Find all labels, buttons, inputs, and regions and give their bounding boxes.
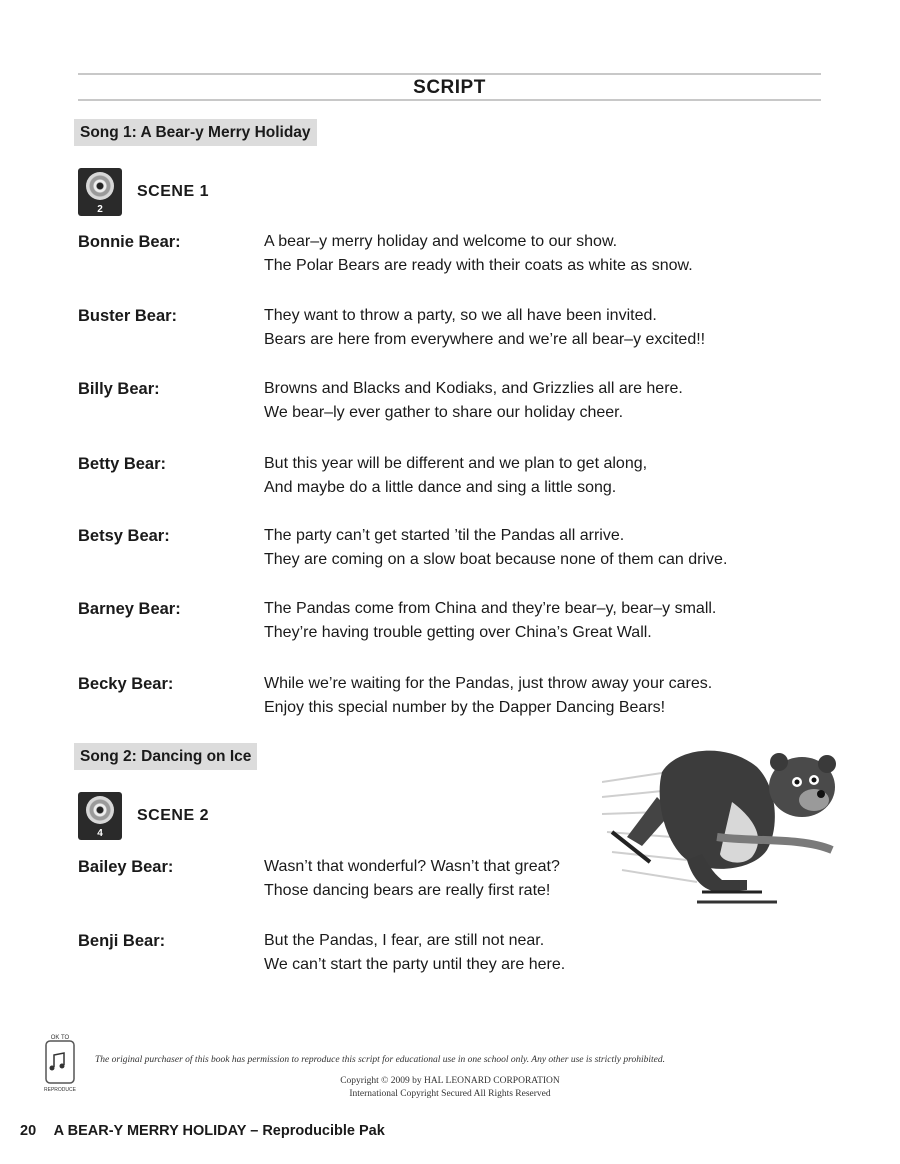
scene-1-label: SCENE 1 bbox=[137, 183, 209, 200]
dialogue-lines bbox=[264, 230, 693, 278]
dialogue-line: Enjoy this special number by the Dapper Dancing Bears! bbox=[264, 699, 666, 716]
dialogue-line: And maybe do a little dance and sing a little song. bbox=[264, 479, 617, 496]
dialogue-line: But the Pandas, I fear, are still not near. bbox=[264, 932, 545, 949]
dialogue-line: While we’re waiting for the Pandas, just throw away your cares. bbox=[264, 675, 713, 692]
dialogue-line: But this year will be different and we plan to get along, bbox=[264, 455, 648, 472]
cd-disc-icon bbox=[86, 796, 114, 824]
title-rule-top bbox=[78, 73, 821, 75]
dialogue-line: Bears are here from everywhere and we’re all bear–y excited!! bbox=[264, 331, 706, 348]
dialogue-line: They are coming on a slow boat because none of them can drive. bbox=[264, 551, 728, 568]
dialogue-line: Wasn’t that wonderful? Wasn’t that great? bbox=[264, 858, 560, 875]
speaker-name: Buster Bear: bbox=[78, 307, 178, 325]
speaker-name: Becky Bear: bbox=[78, 675, 174, 693]
dialogue-line: The Polar Bears are ready with their coats as white as snow. bbox=[264, 257, 693, 274]
copyright-rights-line: International Copyright Secured All Rights Reserved bbox=[349, 1089, 551, 1099]
cd-track-icon bbox=[78, 168, 122, 216]
dialogue-line: A bear–y merry holiday and welcome to our show. bbox=[264, 233, 618, 250]
speaker-name: Bonnie Bear: bbox=[78, 233, 181, 251]
page-number: 20 bbox=[20, 1123, 37, 1139]
reproduction-notice: The original purchaser of this book has permission to reproduce this script for educational use in one school only. Any other use is strictly prohibited. bbox=[95, 1055, 665, 1065]
cd-track-number: 4 bbox=[97, 828, 103, 839]
cd-track-icon bbox=[78, 792, 122, 840]
speaker-name: Barney Bear: bbox=[78, 600, 181, 618]
song-1-header: Song 1: A Bear-y Merry Holiday bbox=[74, 119, 317, 146]
scene-1-heading bbox=[78, 168, 209, 216]
svg-text:OK TO: OK TO bbox=[50, 1035, 70, 1041]
dialogue-line: Those dancing bears are really first rate! bbox=[264, 882, 551, 899]
dialogue-lines bbox=[264, 304, 705, 352]
dialogue-line: Browns and Blacks and Kodiaks, and Grizzlies all are here. bbox=[264, 380, 683, 397]
speaker-name: Betsy Bear: bbox=[78, 527, 170, 545]
dialogue-line: They want to throw a party, so we all have been invited. bbox=[264, 307, 657, 324]
page-footer bbox=[20, 1123, 385, 1139]
dialogue-lines bbox=[264, 524, 727, 572]
dialogue-line: We bear–ly ever gather to share our holiday cheer. bbox=[264, 404, 624, 421]
dialogue-lines bbox=[264, 452, 647, 500]
scene-2-label: SCENE 2 bbox=[137, 807, 209, 824]
dialogue-line: The party can’t get started ’til the Pandas all arrive. bbox=[264, 527, 625, 544]
cd-disc-icon bbox=[86, 172, 114, 200]
speaker-name: Billy Bear: bbox=[78, 380, 160, 398]
dialogue-line: The Pandas come from China and they’re bear–y, bear–y small. bbox=[264, 600, 717, 617]
dialogue-lines bbox=[264, 377, 683, 425]
speaker-name: Bailey Bear: bbox=[78, 858, 174, 876]
dialogue-lines bbox=[264, 855, 560, 903]
footer-title: A BEAR-Y MERRY HOLIDAY – Reproducible Pak bbox=[53, 1123, 385, 1139]
ok-to-reproduce-icon bbox=[40, 1033, 80, 1093]
scene-2-heading bbox=[78, 792, 209, 840]
dialogue-lines bbox=[264, 672, 712, 720]
dialogue-line: They’re having trouble getting over China’s Great Wall. bbox=[264, 624, 652, 641]
dialogue-lines bbox=[264, 597, 716, 645]
cd-track-number: 2 bbox=[97, 204, 103, 215]
speaker-name: Benji Bear: bbox=[78, 932, 166, 950]
page-title: SCRIPT bbox=[413, 77, 486, 98]
copyright-line: Copyright © 2009 by HAL LEONARD CORPORATION bbox=[340, 1076, 560, 1086]
dialogue-lines bbox=[264, 929, 565, 977]
dialogue-line: We can’t start the party until they are here. bbox=[264, 956, 566, 973]
title-rule-bottom bbox=[78, 99, 821, 101]
speaker-name: Betty Bear: bbox=[78, 455, 167, 473]
song-2-header: Song 2: Dancing on Ice bbox=[74, 743, 257, 770]
skating-bear-illustration bbox=[602, 742, 847, 917]
svg-text:REPRODUCE: REPRODUCE bbox=[44, 1087, 76, 1093]
